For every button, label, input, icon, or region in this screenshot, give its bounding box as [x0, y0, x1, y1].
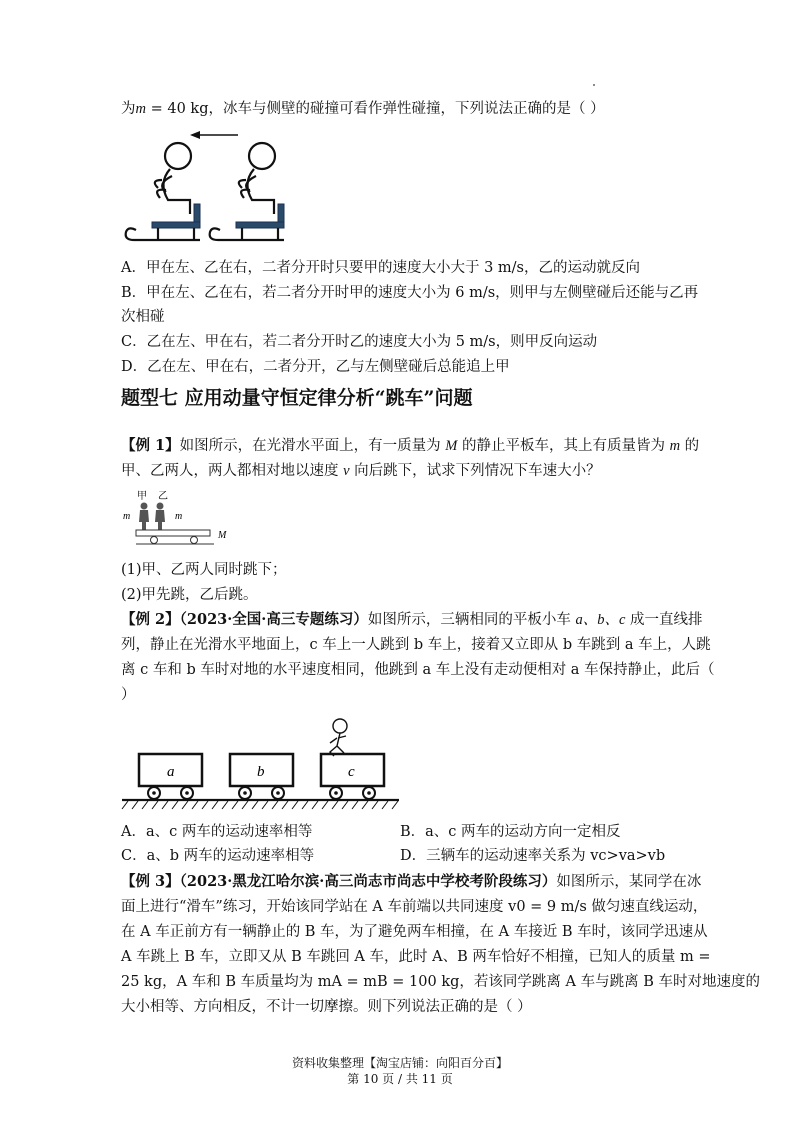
cart-label-b: b: [257, 764, 265, 780]
example2-line3: 离 c 车和 b 车时对地的水平速度相同，他跳到 a 车上没有走动便相对 a 车保持静止，此后（: [121, 662, 715, 678]
label-M: M: [218, 530, 227, 541]
intro-var: m: [135, 101, 146, 117]
intro-eq: = 40 kg: [145, 101, 209, 117]
option-b-line1: B．甲在左、乙在右，若二者分开时甲的速度大小为 6 m/s，则甲与左侧壁碰后还能与乙再: [121, 285, 699, 301]
label-jia: 甲: [137, 491, 147, 502]
option-b-line2: 次相碰: [121, 309, 165, 325]
two-people: [139, 503, 165, 531]
jumping-person: [330, 719, 347, 756]
carts-figure: [118, 712, 403, 814]
label-m2: m: [175, 511, 183, 522]
var-abc: a、b、c: [575, 612, 626, 628]
ground-hatch: [122, 801, 398, 809]
arrow-head-icon: [190, 131, 200, 139]
option-a: A．甲在左、乙在右，二者分开时只要甲的速度大小大于 3 m/s，乙的运动就反向: [121, 260, 640, 276]
cart-a: [139, 754, 202, 799]
section-title: 题型七 应用动量守恒定律分析“跳车”问题: [121, 387, 473, 409]
example2-option-a: A．a、c 两车的运动速率相等: [121, 824, 313, 840]
example1-text: 的: [680, 438, 700, 454]
cart-b: [230, 754, 293, 799]
intro-pre: 为: [121, 101, 136, 117]
example2-option-d: D．三辆车的运动速率关系为 vc>va>vb: [400, 848, 666, 864]
example1-tag: 【例 1】: [121, 437, 180, 454]
example2-line1: [121, 610, 703, 630]
example3-tag: 【例 3】: [121, 873, 180, 890]
option-c: C．乙在左、甲在右，若二者分开时乙的速度大小为 5 m/s，则甲反向运动: [121, 334, 598, 350]
intro-post: ，冰车与侧壁的碰撞可看作弹性碰撞，下列说法正确的是（ ）: [208, 101, 605, 117]
example3-line1: [121, 872, 701, 892]
example3-text: 如图所示，某同学在冰: [556, 874, 702, 890]
flatcar-figure: [118, 486, 238, 550]
var-M: M: [445, 438, 458, 454]
example1-sub1: (1)甲、乙两人同时跳下；: [121, 562, 287, 578]
var-v: v: [343, 463, 350, 479]
example2-option-b: B．a、c 两车的运动方向一定相反: [400, 824, 621, 840]
example1-text: 的静止平板车，其上有质量皆为: [457, 438, 670, 454]
cart-c: [321, 754, 384, 799]
example2-source: （2023·全国·高三专题练习）: [179, 611, 368, 628]
example1-line2: [121, 461, 601, 481]
example2-line4: ）: [121, 687, 136, 703]
example3-line3: 在 A 车正前方有一辆静止的 B 车，为了避免两车相撞，在 A 车接近 B 车时，该同学迅速从: [121, 924, 708, 940]
example3-line6: 大小相等、方向相反，不计一切摩擦。则下列说法正确的是（ ）: [121, 999, 532, 1015]
footer-source: 资料收集整理【淘宝店铺：向阳百分百】: [291, 1056, 508, 1070]
example1-sub2: (2)甲先跳，乙后跳。: [121, 587, 258, 603]
example1-line1: [121, 436, 699, 456]
cart-label-a: a: [167, 764, 175, 780]
flatcar: [136, 530, 210, 536]
example3-line4: A 车跳上 B 车，立即又从 B 车跳回 A 车，此时 A、B 两车恰好不相撞，已知人的质量 m =: [121, 949, 711, 965]
left-sled-person: [126, 143, 200, 240]
cart-label-c: c: [348, 764, 355, 780]
example2-line2: 列，静止在光滑水平地面上，c 车上一人跳到 b 车上，接着又立即从 b 车跳到 a 车上，人跳: [121, 637, 711, 653]
example2-tag: 【例 2】: [121, 611, 180, 628]
right-sled-person: [210, 143, 284, 240]
example2-text: 成一直线排: [625, 612, 703, 628]
example3-source: （2023·黑龙江哈尔滨·高三尚志市尚志中学校考阶段练习）: [179, 873, 557, 890]
option-d: D．乙在左、甲在右，二者分开，乙与左侧壁碰后总能追上甲: [121, 359, 510, 375]
wheel: [151, 537, 158, 544]
speck: [593, 84, 595, 86]
example2-option-c: C．a、b 两车的运动速率相等: [121, 848, 315, 864]
var-m: m: [669, 438, 681, 454]
example1-text: 向后跳下，试求下列情况下车速大小？: [349, 463, 601, 479]
example1-text: 甲、乙两人，两人都相对地以速度: [121, 463, 344, 479]
wheel: [191, 537, 198, 544]
intro-line: [121, 99, 605, 119]
example2-text: 如图所示，三辆相同的平板小车: [367, 612, 576, 628]
footer-page-number: 第 10 页 / 共 11 页: [347, 1072, 453, 1086]
example1-text: 如图所示，在光滑水平面上，有一质量为: [179, 438, 446, 454]
sled-figure: [118, 128, 298, 248]
example3-line2: 面上进行“滑车”练习，开始该同学站在 A 车前端以共同速度 v0 = 9 m/s 做匀速直线运动，: [121, 899, 708, 915]
example3-line5: 25 kg，A 车和 B 车质量均为 mA = mB = 100 kg，若该同学跳离 A 车与跳离 B 车时对地速度的: [121, 974, 760, 990]
label-yi: 乙: [158, 491, 168, 502]
label-m1: m: [123, 511, 131, 522]
